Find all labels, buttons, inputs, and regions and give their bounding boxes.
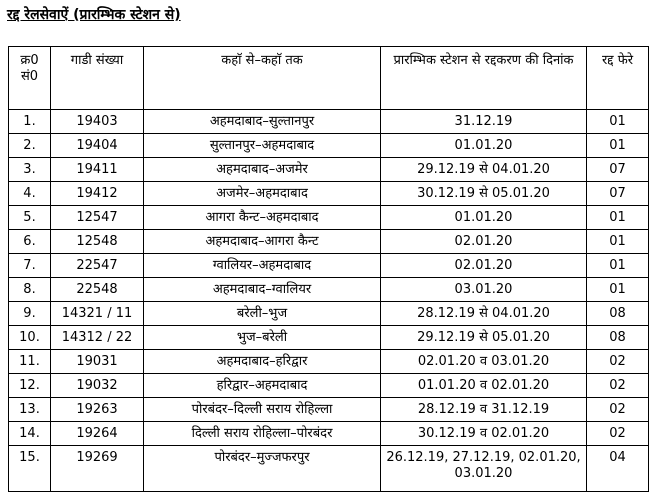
table-row	[9, 398, 649, 422]
table-row	[9, 110, 649, 134]
table-row	[9, 422, 649, 446]
cell-route: अहमदाबाद–अजमेर	[144, 158, 381, 182]
cell-route: आगरा कैन्ट–अहमदाबाद	[144, 206, 381, 230]
cell-serial: 7.	[9, 254, 51, 278]
cell-cancel-dates: 02.01.20 व 03.01.20	[381, 350, 587, 374]
cell-route: अजमेर–अहमदाबाद	[144, 182, 381, 206]
cell-route: पोरबंदर–दिल्ली सराय रोहिल्ला	[144, 398, 381, 422]
cell-cancel-dates: 30.12.19 व 02.01.20	[381, 422, 587, 446]
cell-serial: 10.	[9, 326, 51, 350]
cell-cancelled-trips: 08	[587, 326, 649, 350]
cell-train-number: 14321 / 11	[51, 302, 144, 326]
table-row	[9, 446, 649, 492]
table-row	[9, 326, 649, 350]
table-row	[9, 182, 649, 206]
cell-serial: 2.	[9, 134, 51, 158]
cell-route: अहमदाबाद–ग्वालियर	[144, 278, 381, 302]
cell-cancel-dates: 02.01.20	[381, 254, 587, 278]
cell-cancelled-trips: 08	[587, 302, 649, 326]
cell-cancel-dates: 30.12.19 से 05.01.20	[381, 182, 587, 206]
cell-train-number: 19403	[51, 110, 144, 134]
cell-train-number: 19263	[51, 398, 144, 422]
cell-cancelled-trips: 01	[587, 206, 649, 230]
cell-route: सुल्तानपुर–अहमदाबाद	[144, 134, 381, 158]
cell-cancelled-trips: 07	[587, 158, 649, 182]
header-cancelled-trips: रद्द फेरे	[587, 47, 649, 110]
cell-route: बरेली–भुज	[144, 302, 381, 326]
cell-train-number: 19411	[51, 158, 144, 182]
cell-route: ग्वालियर–अहमदाबाद	[144, 254, 381, 278]
cell-cancel-dates: 02.01.20	[381, 230, 587, 254]
cell-train-number: 22547	[51, 254, 144, 278]
cell-cancelled-trips: 01	[587, 278, 649, 302]
cell-route: अहमदाबाद–सुल्तानपुर	[144, 110, 381, 134]
cell-route: पोरबंदर–मुज्जफरपुर	[144, 446, 381, 492]
cell-cancelled-trips: 07	[587, 182, 649, 206]
cell-route: हरिद्वार–अहमदाबाद	[144, 374, 381, 398]
table-row	[9, 302, 649, 326]
table-row	[9, 158, 649, 182]
cell-serial: 6.	[9, 230, 51, 254]
header-train-number: गाडी संख्या	[51, 47, 144, 110]
cell-cancel-dates: 31.12.19	[381, 110, 587, 134]
table-row	[9, 134, 649, 158]
header-route: कहाॅ से–कहाॅ तक	[144, 47, 381, 110]
cell-train-number: 12548	[51, 230, 144, 254]
cell-train-number: 19031	[51, 350, 144, 374]
header-cancel-dates: प्रारम्भिक स्टेशन से रद्दकरण की दिनांक	[381, 47, 587, 110]
table-row	[9, 374, 649, 398]
table-row	[9, 254, 649, 278]
cell-cancel-dates: 28.12.19 से 04.01.20	[381, 302, 587, 326]
cell-serial: 13.	[9, 398, 51, 422]
cell-cancelled-trips: 01	[587, 230, 649, 254]
cell-serial: 5.	[9, 206, 51, 230]
cell-cancel-dates: 01.01.20 व 02.01.20	[381, 374, 587, 398]
cell-train-number: 19404	[51, 134, 144, 158]
cell-cancelled-trips: 02	[587, 374, 649, 398]
cancelled-trains-table	[8, 46, 649, 492]
cell-train-number: 19264	[51, 422, 144, 446]
cell-cancelled-trips: 01	[587, 110, 649, 134]
cell-cancelled-trips: 04	[587, 446, 649, 492]
cell-serial: 12.	[9, 374, 51, 398]
cell-train-number: 14312 / 22	[51, 326, 144, 350]
cell-serial: 3.	[9, 158, 51, 182]
page-title: रद्द रेलसेवाऐं (प्रारम्भिक स्टेशन से)	[7, 7, 181, 23]
cell-serial: 1.	[9, 110, 51, 134]
cell-train-number: 22548	[51, 278, 144, 302]
cell-serial: 15.	[9, 446, 51, 492]
cell-cancelled-trips: 02	[587, 398, 649, 422]
cell-serial: 11.	[9, 350, 51, 374]
cell-serial: 9.	[9, 302, 51, 326]
cell-cancel-dates: 28.12.19 व 31.12.19	[381, 398, 587, 422]
cell-cancel-dates: 01.01.20	[381, 134, 587, 158]
table-header-row	[9, 47, 649, 110]
cell-cancelled-trips: 02	[587, 422, 649, 446]
cell-cancel-dates: 01.01.20	[381, 206, 587, 230]
table-row	[9, 350, 649, 374]
cell-route: अहमदाबाद–आगरा कैन्ट	[144, 230, 381, 254]
header-serial: क्र0 सं0	[9, 47, 51, 110]
cell-serial: 14.	[9, 422, 51, 446]
cell-train-number: 19412	[51, 182, 144, 206]
cell-route: अहमदाबाद–हरिद्वार	[144, 350, 381, 374]
cell-cancelled-trips: 01	[587, 134, 649, 158]
cell-train-number: 19032	[51, 374, 144, 398]
table-row	[9, 278, 649, 302]
cell-train-number: 12547	[51, 206, 144, 230]
table-row	[9, 206, 649, 230]
cell-train-number: 19269	[51, 446, 144, 492]
cell-cancel-dates: 29.12.19 से 04.01.20	[381, 158, 587, 182]
cell-serial: 8.	[9, 278, 51, 302]
cell-route: भुज–बरेली	[144, 326, 381, 350]
cell-cancelled-trips: 01	[587, 254, 649, 278]
cell-cancelled-trips: 02	[587, 350, 649, 374]
cell-serial: 4.	[9, 182, 51, 206]
cell-route: दिल्ली सराय रोहिल्ला–पोरबंदर	[144, 422, 381, 446]
cell-cancel-dates: 29.12.19 से 05.01.20	[381, 326, 587, 350]
cell-cancel-dates: 26.12.19, 27.12.19, 02.01.20, 03.01.20	[381, 446, 587, 492]
table-row	[9, 230, 649, 254]
cell-cancel-dates: 03.01.20	[381, 278, 587, 302]
